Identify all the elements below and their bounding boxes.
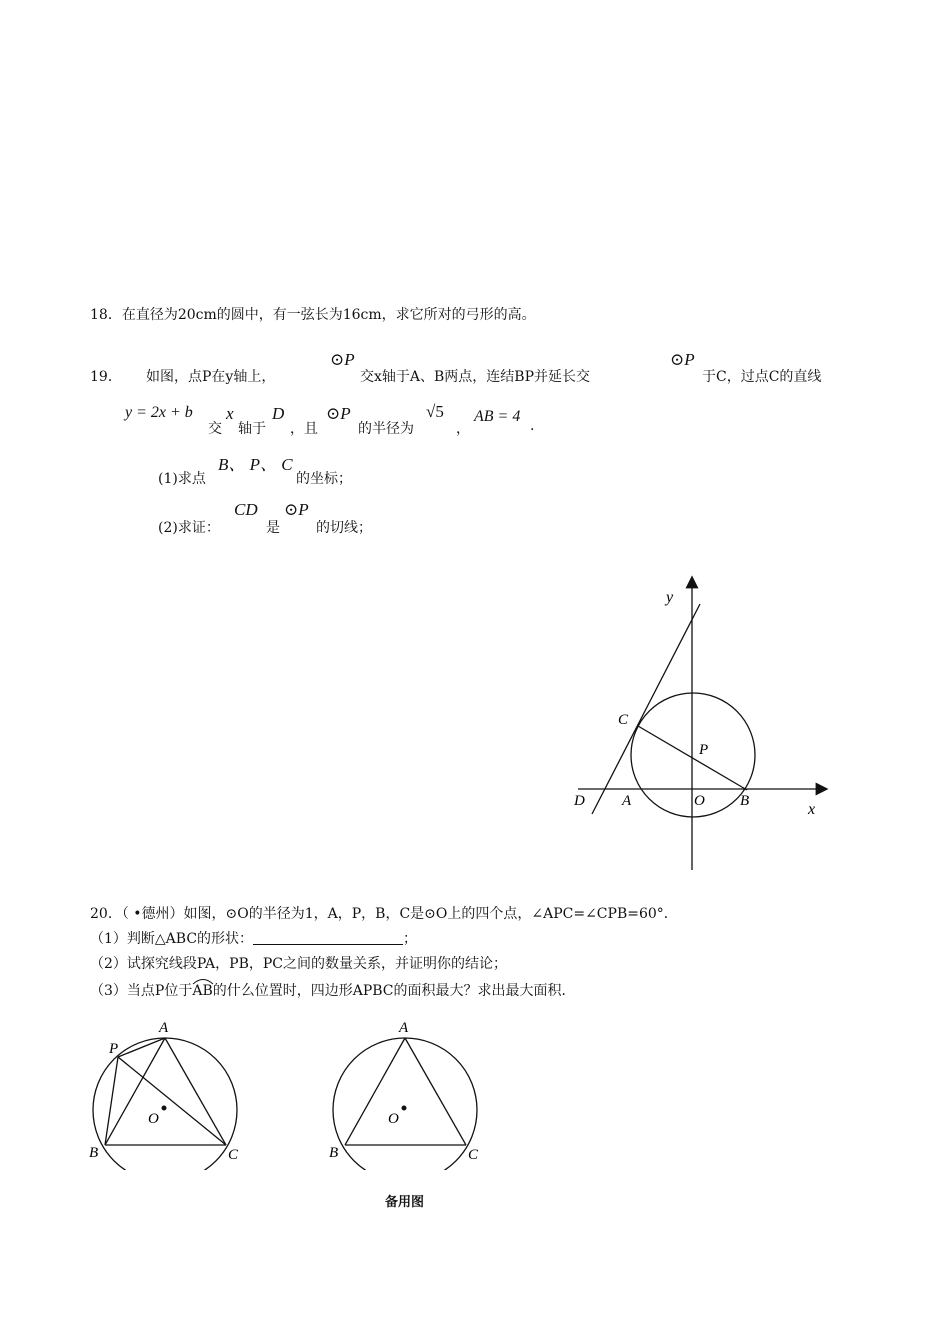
label-o: O	[388, 1111, 399, 1127]
q19-text-2: 交x轴于A、B两点，连结BP并延长交	[360, 369, 591, 385]
label-y: y	[666, 589, 674, 606]
label-x: x	[808, 801, 816, 818]
q19-text-3: 于C，过点C的直线	[702, 369, 822, 385]
center-dot	[162, 1106, 167, 1111]
arc-ab	[192, 983, 212, 999]
answer-blank	[253, 930, 403, 945]
circle-p-symbol: ⊙P	[670, 350, 695, 369]
circle-figure-main	[85, 1015, 255, 1170]
circle-p-symbol: ⊙P	[330, 350, 355, 369]
label-o: O	[694, 793, 705, 809]
q19-part1-text-end: 的坐标；	[296, 471, 352, 487]
coordinate-figure	[560, 570, 850, 880]
center-dot	[402, 1106, 407, 1111]
circle-o	[333, 1038, 477, 1170]
label-a: A	[399, 1020, 409, 1036]
q19-part1-text: (1)求点	[158, 471, 206, 487]
label-d: D	[574, 793, 585, 809]
q19-text-1: 如图，点P在y轴上，	[146, 369, 276, 385]
q19-part2-text-end: 的切线；	[316, 520, 372, 536]
segment-ab	[345, 1038, 405, 1145]
label-c: C	[228, 1147, 239, 1163]
backup-figure-caption: 备用图	[385, 1195, 425, 1210]
q20-part3-text-end: 的什么位置时，四边形APBC的面积最大？求出最大面积．	[212, 983, 576, 999]
q19-text-4: 交	[208, 421, 222, 437]
segment-pa	[118, 1038, 165, 1057]
q20-part3-text: （3）当点P位于	[90, 983, 193, 999]
q19-part2-text: (2)求证：	[158, 520, 220, 536]
q20-line1: 20．（ •德州）如图，⊙O的半径为1，A，P，B，C是⊙O上的四个点，∠APC=∠CPB=60°．	[90, 906, 678, 922]
q19-text-5: 轴于	[238, 421, 266, 437]
period: .	[530, 418, 535, 434]
q19-number: 19．	[90, 369, 122, 385]
points-bpc: B、 P、 C	[218, 455, 293, 474]
q20-line4	[90, 980, 576, 1000]
d-symbol: D	[272, 404, 285, 423]
circle-p	[631, 693, 755, 817]
x-symbol: x	[226, 404, 234, 423]
segment-pc	[118, 1057, 226, 1145]
tangent-line-cd	[592, 604, 700, 814]
q20-part1-end: ；	[403, 931, 418, 947]
segment-ac	[405, 1038, 466, 1145]
sqrt5-symbol: √5	[426, 402, 444, 421]
label-b: B	[740, 793, 750, 809]
q20-line3: （2）试探究线段PA，PB，PC之间的数量关系，并证明你的结论；	[90, 956, 507, 972]
q20-line2	[90, 928, 417, 948]
label-a: A	[622, 793, 632, 809]
label-c: C	[618, 712, 629, 728]
circle-p-symbol: ⊙P	[326, 404, 351, 423]
q19-part2-text-mid: 是	[266, 520, 280, 536]
label-b: B	[329, 1145, 339, 1161]
circle-o	[93, 1038, 237, 1170]
line-equation: y = 2x + b	[125, 404, 193, 421]
ab-equation: AB = 4	[474, 408, 521, 425]
circle-figure-backup	[325, 1015, 495, 1170]
label-p: P	[699, 742, 709, 758]
circle-p-symbol: ⊙P	[284, 500, 309, 519]
label-a: A	[159, 1020, 169, 1036]
segment-pb	[105, 1057, 118, 1145]
q19-text-7: 的半径为	[358, 421, 414, 437]
cd-symbol: CD	[234, 500, 258, 519]
label-b: B	[89, 1145, 99, 1161]
label-o: O	[148, 1111, 159, 1127]
arc-label: AB	[192, 983, 213, 999]
q19-text-6: ，且	[290, 421, 318, 437]
arc-mark	[192, 977, 214, 985]
comma: ，	[456, 421, 470, 437]
label-p: P	[109, 1041, 119, 1057]
label-c: C	[468, 1147, 479, 1163]
segment-ac	[165, 1038, 226, 1145]
q20-part1-text: （1）判断△ABC的形状：	[90, 931, 254, 947]
q18-text: 18．在直径为20cm的圆中，有一弦长为16cm，求它所对的弓形的高。	[90, 307, 536, 323]
